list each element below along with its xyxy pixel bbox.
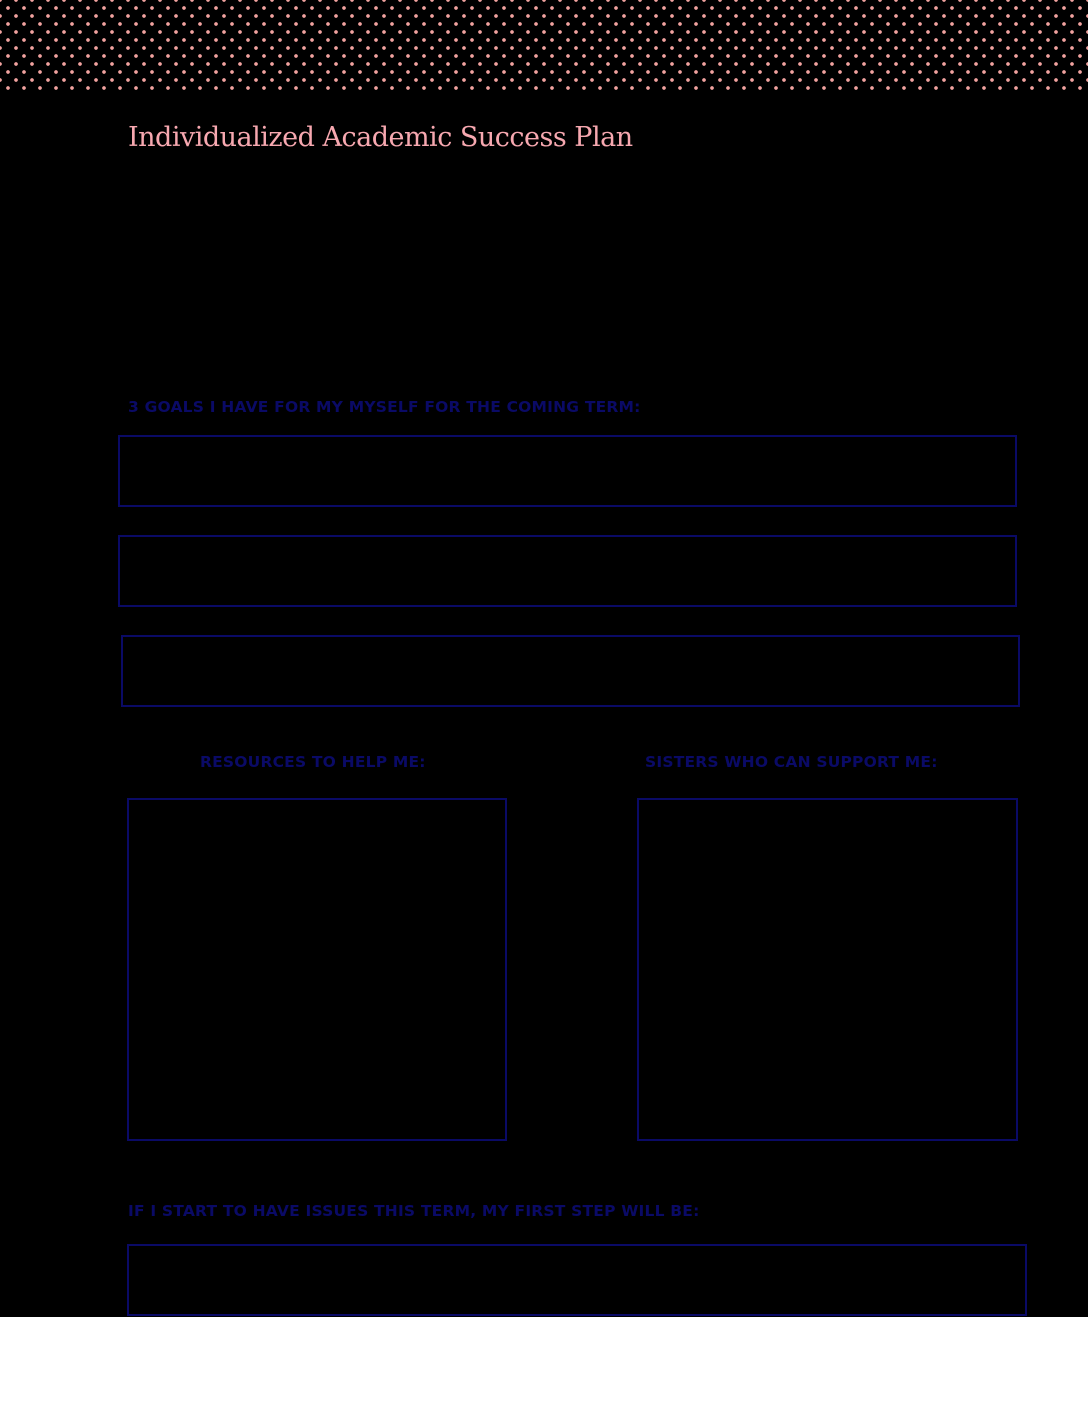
polka-dot-header-band (0, 0, 1088, 93)
first-step-field[interactable] (127, 1244, 1027, 1316)
goal-2-field[interactable] (118, 535, 1017, 607)
first-step-label: IF I START TO HAVE ISSUES THIS TERM, MY FIRST STEP WILL BE: (128, 1202, 700, 1220)
sisters-field[interactable] (637, 798, 1018, 1141)
goals-label: 3 GOALS I HAVE FOR MY MYSELF FOR THE COMING TERM: (128, 398, 641, 416)
resources-field[interactable] (127, 798, 507, 1141)
resources-label: RESOURCES TO HELP ME: (200, 753, 426, 771)
page-title: Individualized Academic Success Plan (128, 122, 633, 153)
goal-3-field[interactable] (121, 635, 1020, 707)
goal-1-field[interactable] (118, 435, 1017, 507)
sisters-label: SISTERS WHO CAN SUPPORT ME: (645, 753, 938, 771)
